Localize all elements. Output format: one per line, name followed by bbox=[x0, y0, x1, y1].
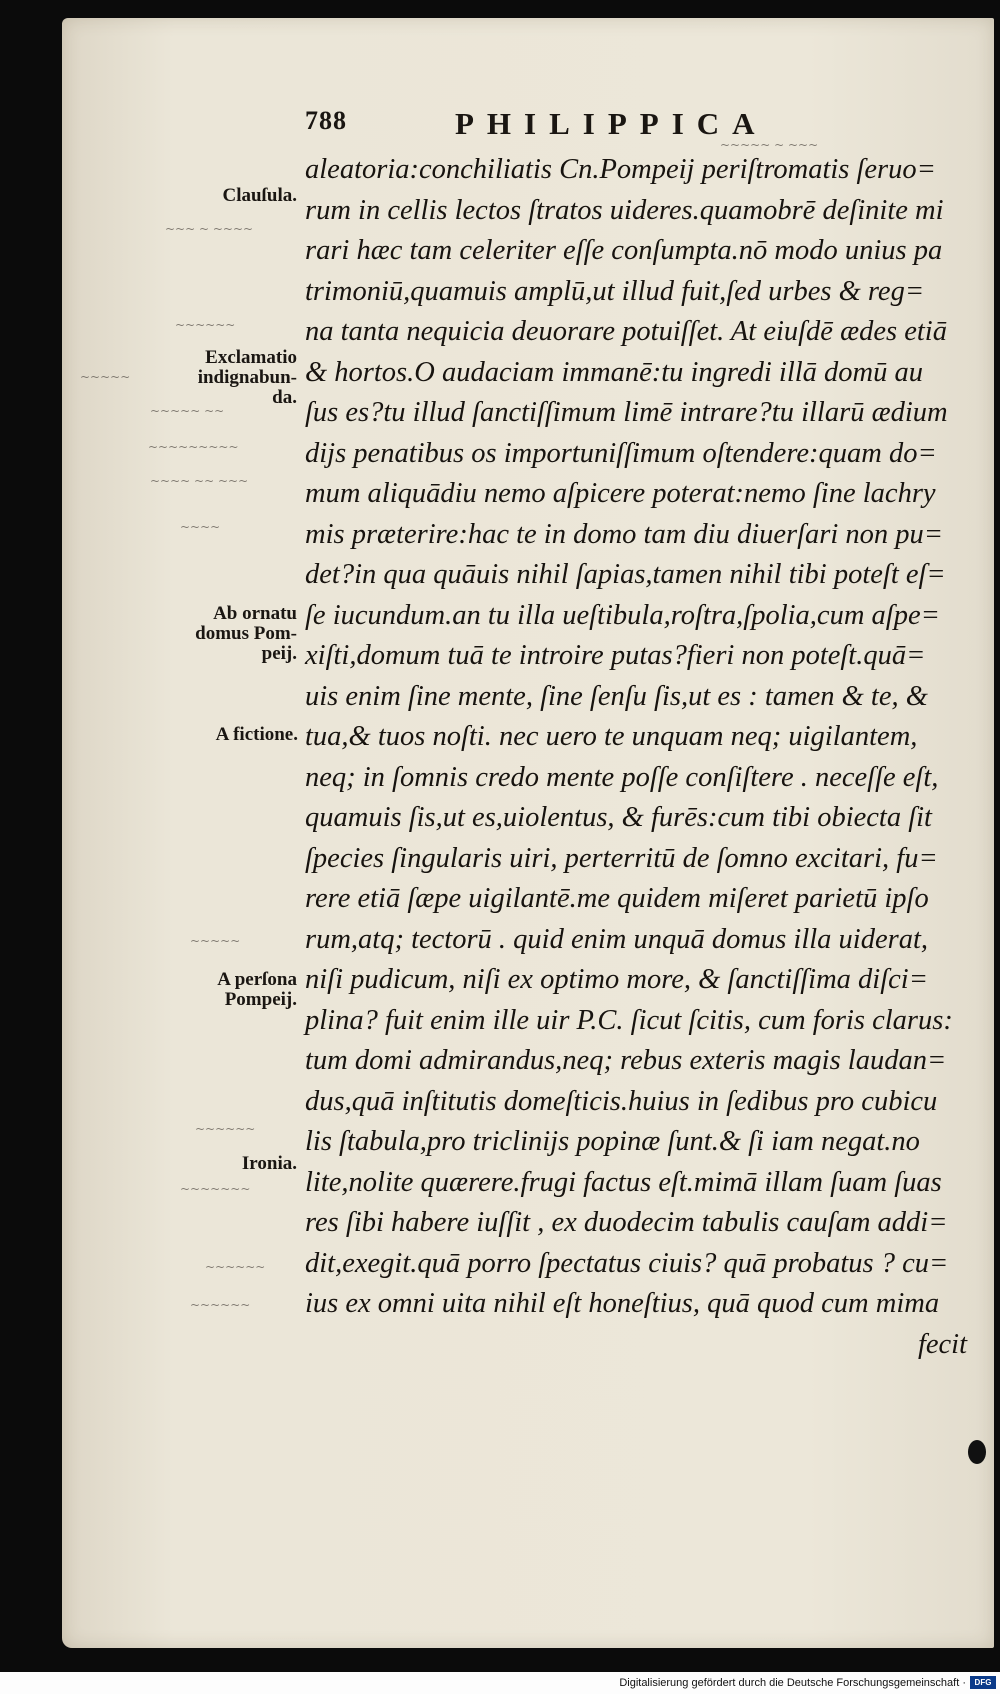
handwritten-annotation: ~~~~~~~~~ bbox=[148, 440, 239, 454]
margin-note-ironia bbox=[200, 1154, 297, 1174]
handwritten-annotation: ~~~~~~ bbox=[195, 1122, 256, 1136]
margin-note-afflictione bbox=[170, 725, 298, 745]
catchword: fecit bbox=[917, 1328, 967, 1360]
handwritten-annotation: ~~~ ~ ~~~~ bbox=[165, 222, 254, 236]
handwritten-annotation: ~~~~~~ bbox=[190, 1298, 251, 1312]
text-line: & hortos.O audaciam immanē:tu ingredi illā domū au bbox=[305, 356, 923, 388]
text-line: aleatoria:conchiliatis Cn.Pompeij periſtromatis ſeruo= bbox=[305, 154, 936, 185]
text-line: ius ex omni uita nihil eſt honeſtius, quā quod cum mima bbox=[305, 1288, 940, 1319]
footer-bar bbox=[0, 1672, 1000, 1694]
text-line: dit,exegit.quā porro ſpectatus ciuis? quā probatus ? cu= bbox=[305, 1247, 949, 1279]
margin-note-line: Ironia. bbox=[241, 1153, 297, 1174]
handwritten-annotation: ~~~~~ bbox=[80, 370, 131, 384]
handwritten-annotation: ~~~~ bbox=[180, 520, 221, 534]
text-line: tua,& tuos noſti. nec uero te unquam neq; uigilantem, bbox=[305, 721, 918, 752]
text-line: dus,quā inſtitutis domeſticis.huius in ſedibus pro cubicu bbox=[305, 1085, 938, 1117]
handwritten-annotation: ~~~~~ bbox=[190, 934, 241, 948]
text-line: plina? fuit enim ille uir P.C. ſicut ſcitis, cum foris clarus: bbox=[305, 1004, 953, 1036]
text-line: rum in cellis lectos ſtratos uideres.quamobrē deſinite mi bbox=[305, 194, 944, 226]
margin-note-line: domus Pom- bbox=[195, 623, 297, 644]
text-line: lite,nolite quærere.frugi factus eſt.mimā illam ſuam ſuas bbox=[305, 1166, 942, 1198]
margin-note-line: A perſona bbox=[217, 969, 297, 990]
running-head: PHILIPPICA bbox=[455, 106, 768, 141]
dfg-logo: DFG bbox=[970, 1676, 996, 1689]
text-line: niſi pudicum, niſi ex optimo more, & ſanctiſſima diſci= bbox=[305, 964, 928, 995]
text-line: rere etiā ſæpe uigilantē.me quidem miſeret parietū ipſo bbox=[305, 883, 929, 914]
margin-note-line: da. bbox=[272, 387, 297, 408]
text-line: rum,atq; tectorū . quid enim unquā domus illa uiderat, bbox=[305, 923, 929, 955]
margin-note-exclamatio bbox=[155, 348, 297, 408]
margin-note-line: Clauſula. bbox=[222, 185, 297, 206]
margin-note-clausula bbox=[185, 186, 297, 206]
handwritten-annotation: ~~~~ ~~ ~~~ bbox=[150, 474, 249, 488]
text-line: ſus es?tu illud ſanctiſſimum limē intrare?tu illarū ædium bbox=[305, 397, 948, 428]
page-number: 788 bbox=[305, 106, 347, 135]
text-line: neq; in ſomnis credo mente poſſe conſiſtere . neceſſe eſt, bbox=[305, 761, 939, 793]
text-line: trimoniū,quamuis amplū,ut illud fuit,ſed urbes & reg= bbox=[305, 275, 925, 307]
handwritten-annotation: ~~~~~ ~~ bbox=[150, 404, 225, 418]
handwritten-annotation: ~~~~~~~ bbox=[180, 1182, 251, 1196]
text-line: lis ſtabula,pro triclinijs popinæ ſunt.& ſi iam negat.no bbox=[305, 1126, 920, 1157]
footer-credit: Digitalisierung gefördert durch die Deutsche Forschungsgemeinschaft · bbox=[619, 1677, 966, 1689]
text-line: res ſibi habere iuſſit , ex duodecim tabulis cauſam addi= bbox=[305, 1207, 948, 1238]
text-line: xiſti,domum tuā te introire putas?fieri non poteſt.quā= bbox=[305, 640, 926, 671]
main-text-block bbox=[305, 150, 975, 1365]
margin-note-ab-ornatu bbox=[150, 604, 297, 664]
text-line: quamuis ſis,ut es,uiolentus, & furēs:cum tibi obiecta ſit bbox=[305, 802, 932, 833]
text-line: na tanta nequicia deuorare potuiſſet. At eiuſdē ædes etiā bbox=[305, 316, 947, 347]
text-line: rari hæc tam celeriter eſſe conſumpta.nō modo unius pa bbox=[305, 235, 943, 266]
text-line: ſe iucundum.an tu illa ueſtibula,roſtra,ſpolia,cum aſpe= bbox=[305, 599, 940, 631]
text-line: dijs penatibus os importuniſſimum oſtendere:quam do= bbox=[305, 437, 937, 469]
margin-note-line: A fictione. bbox=[215, 724, 298, 745]
text-line: mis præterire:hac te in domo tam diu diuerſari non pu= bbox=[305, 518, 944, 550]
text-line: uis enim ſine mente, ſine ſenſu ſis,ut es : tamen & te, & bbox=[305, 680, 928, 712]
handwritten-annotation: ~~~~~~ bbox=[205, 1260, 266, 1274]
ink-stain bbox=[968, 1440, 986, 1464]
margin-note-a-persona bbox=[170, 970, 297, 1010]
margin-note-line: indignabun- bbox=[197, 367, 297, 388]
handwritten-annotation: ~~~~~~ bbox=[175, 318, 236, 332]
text-line: det?in qua quāuis nihil ſapias,tamen nihil tibi poteſt eſ= bbox=[305, 559, 946, 590]
text-line: ſpecies ſingularis uiri, perterritū de ſomno excitari, fu= bbox=[305, 842, 938, 874]
margin-note-line: Ab ornatu bbox=[213, 603, 297, 624]
text-line: tum domi admirandus,neq; rebus exteris magis laudan= bbox=[305, 1045, 947, 1076]
margin-note-line: Exclamatio bbox=[205, 347, 297, 368]
margin-note-line: Pompeij. bbox=[224, 989, 297, 1010]
margin-note-line: peij. bbox=[261, 643, 297, 664]
text-line: mum aliquādiu nemo aſpicere poterat:nemo ſine lachry bbox=[305, 478, 936, 509]
handwritten-annotation: ~~~~~ ~ ~~~ bbox=[720, 138, 819, 152]
